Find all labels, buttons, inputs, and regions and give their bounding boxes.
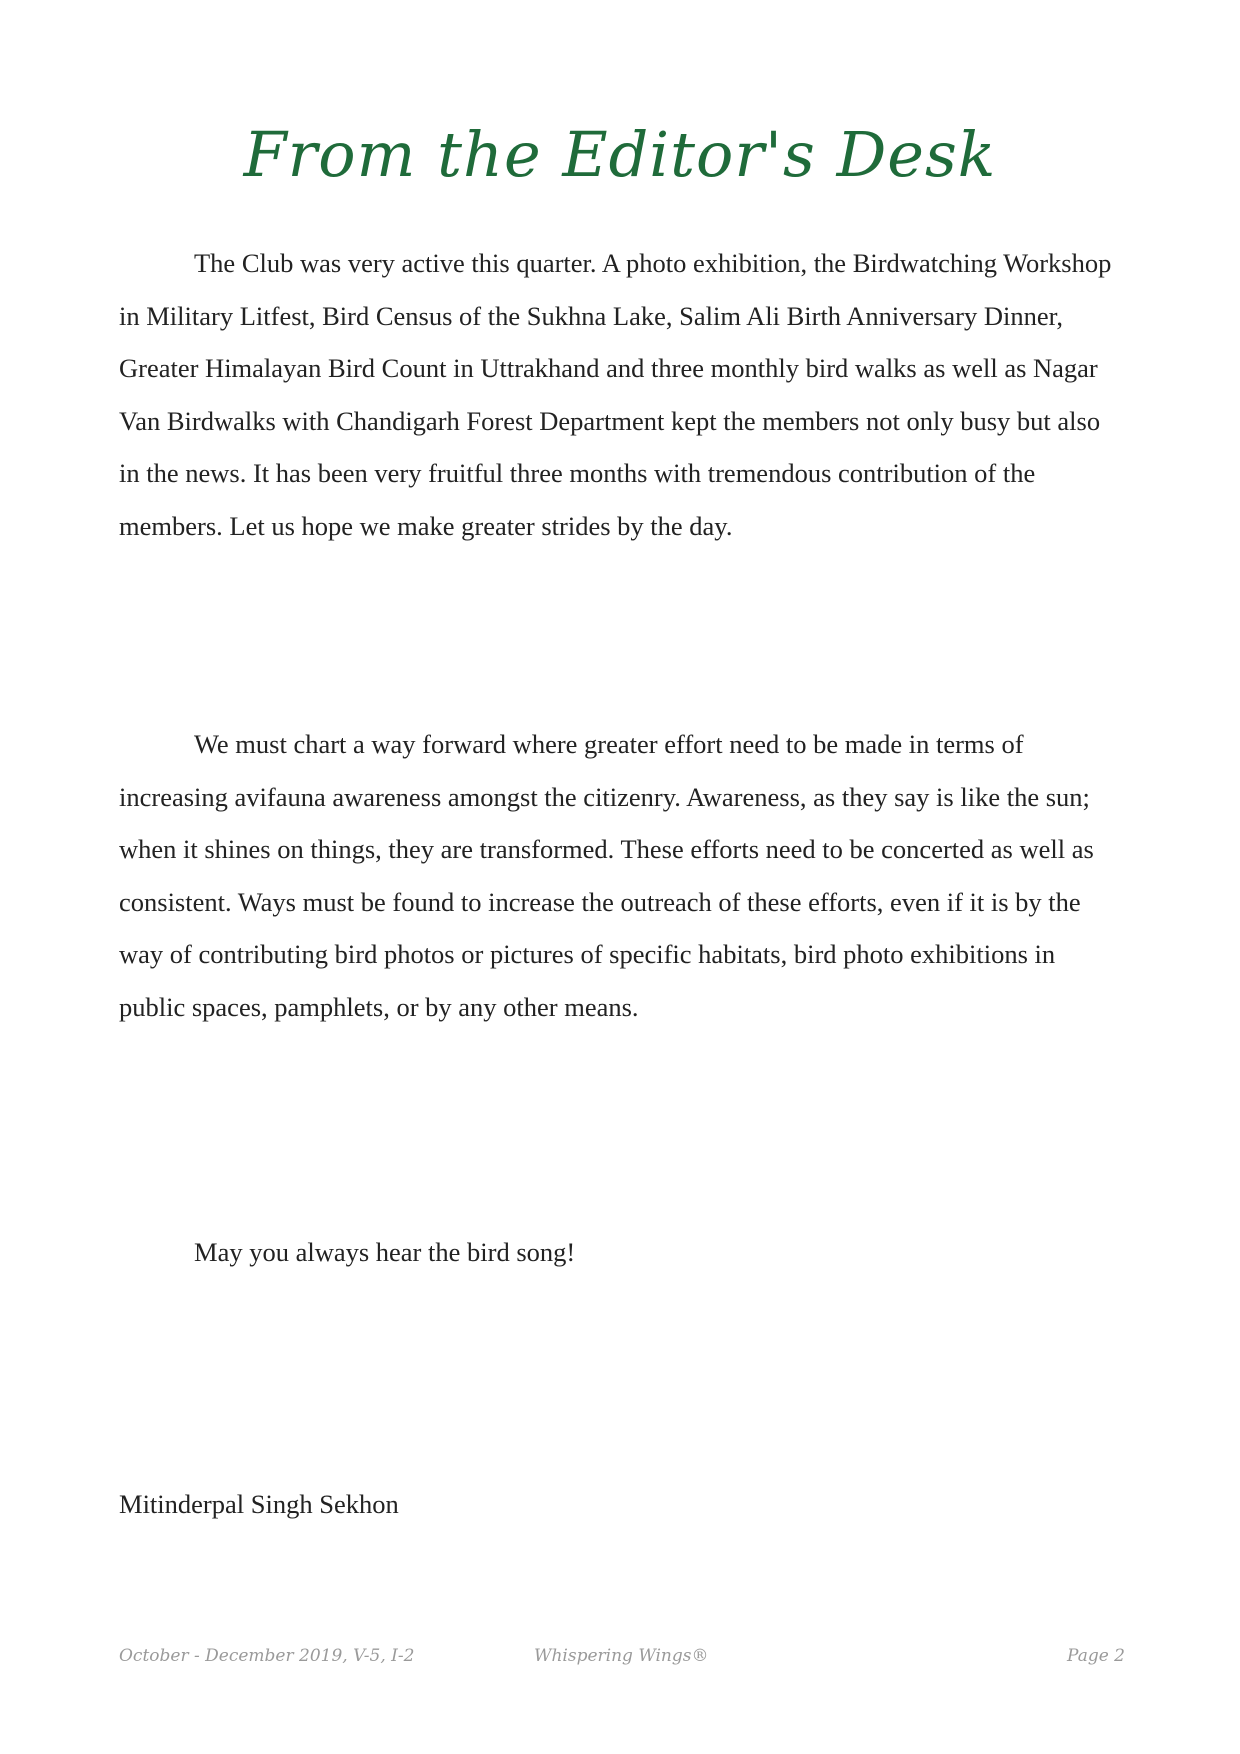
paragraph-closing: May you always hear the bird song! [194, 1237, 576, 1267]
footer-publication: Whispering Wings® [534, 1646, 709, 1666]
editor-signature: Mitinderpal Singh Sekhon [119, 1489, 399, 1519]
footer-page-number: Page 2 [1067, 1646, 1125, 1666]
footer-issue: October - December 2019, V-5, I-2 [119, 1646, 415, 1666]
paragraph-club-activities: The Club was very active this quarter. A photo exhibition, the Birdwatching Workshop in Military Litfest, Bird Census of the Sukhna Lake, Salim Ali Birth Anniversary Dinner, Greater Himalayan Bird Count in Uttrakhand and three monthly bird walks as well as Nagar Van Birdwalks with Chandigarh Forest Department kept the members not only busy but also in the news. It has been very fruitful three months with tremendous contribution of the members. Let us hope we make greater strides by the day. [119, 248, 1112, 541]
paragraph-awareness: We must chart a way forward where greater effort need to be made in terms of increasing avifauna awareness amongst the citizenry. Awareness, as they say is like the sun; when it shines on things, they are transformed. These efforts need to be concerted as well as consistent. Ways must be found to increase the outreach of these efforts, even if it is by the way of contributing bird photos or pictures of specific habitats, bird photo exhibitions in public spaces, pamphlets, or by any other means. [119, 729, 1094, 1022]
page-footer [119, 1646, 1125, 1676]
page-title: From the Editor's Desk [243, 118, 997, 191]
